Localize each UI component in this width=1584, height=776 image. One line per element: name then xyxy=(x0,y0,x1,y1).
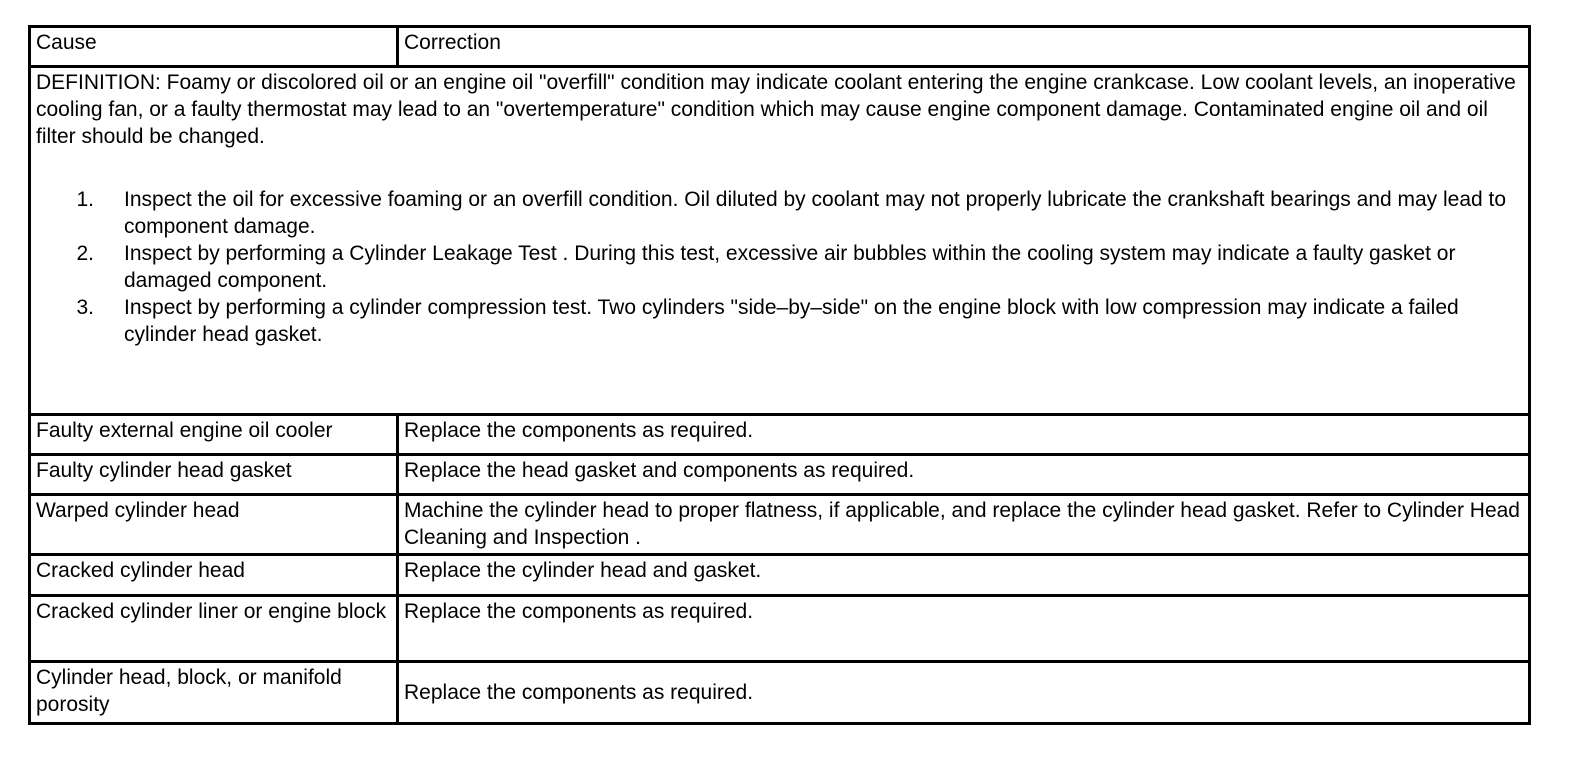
definition-text: DEFINITION: Foamy or discolored oil or an engine oil "overfill" condition may indicate coolant entering the engine crankcase. Low coolant levels, an inoperative cooling fan, or a faulty thermostat may lead to an "overtemperature" condition which may cause engine component damage. Contaminated engine oil and oil filter should be changed. xyxy=(36,71,1516,148)
correction-cell: Replace the cylinder head and gasket. xyxy=(398,555,1530,596)
correction-cell: Replace the components as required. xyxy=(398,415,1530,455)
correction-cell: Replace the head gasket and components as required. xyxy=(398,455,1530,495)
cause-column-header: Cause xyxy=(30,27,398,67)
cause-cell: Cracked cylinder head xyxy=(30,555,398,596)
cause-cell: Faulty cylinder head gasket xyxy=(30,455,398,495)
inspection-steps-list xyxy=(36,186,1522,348)
definition-cell xyxy=(30,67,1530,415)
table-row xyxy=(30,415,1530,455)
correction-cell: Replace the components as required. xyxy=(398,662,1530,724)
header-row xyxy=(30,27,1530,67)
cause-cell: Cylinder head, block, or manifold porosity xyxy=(30,662,398,724)
step-number: 2. xyxy=(76,242,94,265)
table-row xyxy=(30,662,1530,724)
definition-row xyxy=(30,67,1530,415)
cause-cell: Warped cylinder head xyxy=(30,495,398,555)
list-item xyxy=(36,186,1522,240)
step-number: 3. xyxy=(76,296,94,319)
step-text: Inspect by performing a cylinder compression test. Two cylinders "side–by–side" on the engine block with low compression may indicate a failed cylinder head gasket. xyxy=(124,296,1459,346)
step-text: Inspect the oil for excessive foaming or an overfill condition. Oil diluted by coolant may not properly lubricate the crankshaft bearings and may lead to component damage. xyxy=(124,188,1507,238)
table-row xyxy=(30,495,1530,555)
list-item xyxy=(36,240,1522,294)
table-row xyxy=(30,596,1530,662)
step-number: 1. xyxy=(76,188,94,211)
cause-cell: Cracked cylinder liner or engine block xyxy=(30,596,398,662)
table-row xyxy=(30,455,1530,495)
list-item xyxy=(36,294,1522,348)
correction-cell: Replace the components as required. xyxy=(398,596,1530,662)
correction-cell: Machine the cylinder head to proper flatness, if applicable, and replace the cylinder head gasket. Refer to Cylinder Head Cleaning and Inspection . xyxy=(398,495,1530,555)
cause-cell: Faulty external engine oil cooler xyxy=(30,415,398,455)
table-row xyxy=(30,555,1530,596)
step-text: Inspect by performing a Cylinder Leakage Test . During this test, excessive air bubbles within the cooling system may indicate a faulty gasket or damaged component. xyxy=(124,242,1456,292)
diagnostic-table xyxy=(28,25,1531,725)
correction-column-header: Correction xyxy=(398,27,1530,67)
